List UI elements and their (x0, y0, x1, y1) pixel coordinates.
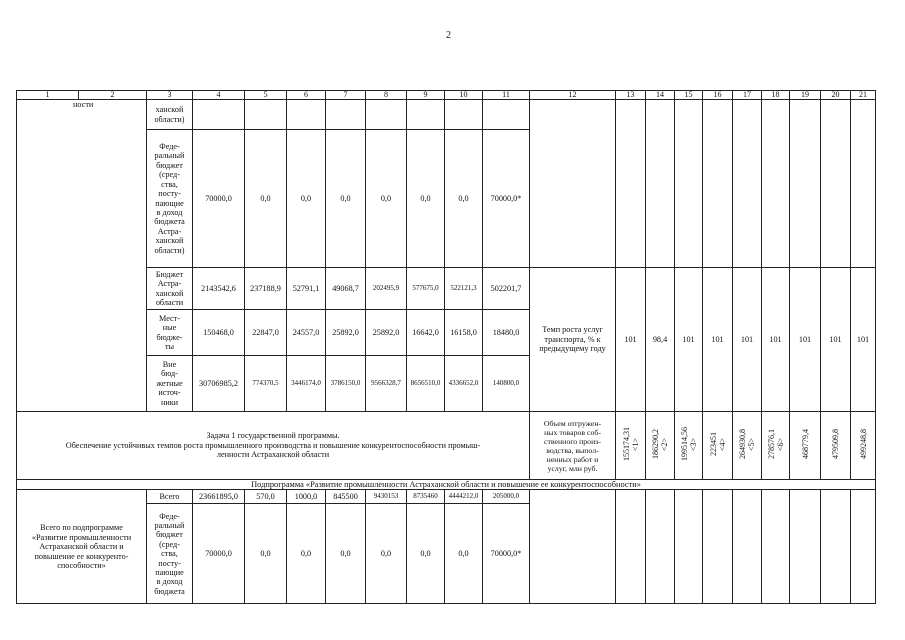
cell: 18480,0 (483, 310, 530, 356)
cell: 140800,0 (483, 356, 530, 412)
column-number-5: 5 (245, 91, 287, 100)
column-number-21: 21 (851, 91, 876, 100)
cell: 9430153 (366, 490, 407, 504)
cell: 101 (762, 268, 790, 412)
cell: 0,0 (445, 504, 483, 604)
cell: 30706985,2 (193, 356, 245, 412)
cell: 0,0 (287, 130, 326, 268)
source-offbudget: Вне бюд- жетные источ- ники (147, 356, 193, 412)
cell: 237188,9 (245, 268, 287, 310)
cell: 70000,0 (193, 504, 245, 604)
source-regional-tail: ханской области) (147, 100, 193, 130)
cell: 101 (790, 268, 821, 412)
column-number-9: 9 (407, 91, 445, 100)
source-regional: Бюджет Астра- ханской области (147, 268, 193, 310)
cell: 8656510,0 (407, 356, 445, 412)
column-number-8: 8 (366, 91, 407, 100)
task-description: Обеспечение устойчивых темпов роста промышленного производства и повышение конкурентоспособности промыш- ленности Астраханской области (65, 440, 481, 460)
cell: 570,0 (245, 490, 287, 504)
cell: 1000,0 (287, 490, 326, 504)
column-number-4: 4 (193, 91, 245, 100)
cell: 4444212,0 (445, 490, 483, 504)
column-number-11: 11 (483, 91, 530, 100)
column-number-13: 13 (616, 91, 646, 100)
source-local: Мест- ные бюдже- ты (147, 310, 193, 356)
cell: 0,0 (407, 130, 445, 268)
column-number-17: 17 (733, 91, 762, 100)
cell: 101 (675, 268, 703, 412)
cell: 2143542,6 (193, 268, 245, 310)
cell: 205000,0 (483, 490, 530, 504)
cell: 70000,0* (483, 130, 530, 268)
cell: 502201,7 (483, 268, 530, 310)
cell: 49068,7 (326, 268, 366, 310)
source-federal: Феде- ральный бюджет (сред- ства, посту- пающие в доход бюджета Астра- ханской области) (147, 130, 193, 268)
cell: 22847,0 (245, 310, 287, 356)
cell: 845500 (326, 490, 366, 504)
subprogram-total-row (17, 490, 876, 504)
column-number-15: 15 (675, 91, 703, 100)
column-number-20: 20 (821, 91, 851, 100)
column-number-18: 18 (762, 91, 790, 100)
section-label: ности (73, 100, 94, 109)
cell: 52791,1 (287, 268, 326, 310)
header-row (17, 91, 876, 100)
cell: 0,0 (326, 504, 366, 604)
task-cell (17, 412, 530, 480)
subprogram-row (17, 480, 876, 490)
column-number-6: 6 (287, 91, 326, 100)
cell: 0,0 (366, 504, 407, 604)
cell: 202495,9 (366, 268, 407, 310)
cell: 278576,1 <6> (762, 412, 790, 480)
cell: 25892,0 (326, 310, 366, 356)
indicator-goods-label: Объем отгружен- ных товаров соб- ственного произ- водства, выпол- ненных работ и услуг, млн руб. (530, 412, 616, 480)
cell: 264930,8 <5> (733, 412, 762, 480)
cell: 16158,0 (445, 310, 483, 356)
page-number: 2 (446, 30, 451, 41)
column-number-2: 2 (79, 91, 147, 100)
indicator-transport-label: Темп роста услуг транспорта, % к предыдущему году (530, 268, 616, 412)
cell: 3786150,0 (326, 356, 366, 412)
source-total: Всего (147, 490, 193, 504)
task-title: Задача 1 государственной программы. (206, 431, 340, 441)
cell: 522121,3 (445, 268, 483, 310)
column-number-10: 10 (445, 91, 483, 100)
cell: 101 (851, 268, 876, 412)
cell: 101 (616, 268, 646, 412)
column-number-12: 12 (530, 91, 616, 100)
cell: 4336652,0 (445, 356, 483, 412)
column-number-3: 3 (147, 91, 193, 100)
subprogram-title: Подпрограмма «Развитие промышленности Астраханской области и повышение ее конкурентоспособности» (17, 480, 876, 490)
column-number-19: 19 (790, 91, 821, 100)
cell: 70000,0 (193, 130, 245, 268)
cell: 774370,5 (245, 356, 287, 412)
cell: 479509,8 (821, 412, 851, 480)
cell: 0,0 (326, 130, 366, 268)
indicator-empty (530, 100, 616, 268)
cell: 499248,8 (851, 412, 876, 480)
cell: 199514,56 <3> (675, 412, 703, 480)
cell: 0,0 (245, 130, 287, 268)
cell: 186290,2 <2> (646, 412, 675, 480)
cell: 0,0 (445, 130, 483, 268)
cell: 23661895,0 (193, 490, 245, 504)
table-row (17, 100, 876, 130)
source-federal-short: Феде- ральный бюджет (сред- ства, посту- пающие в доход бюджета (147, 504, 193, 604)
section-label-cell (17, 100, 147, 412)
column-number-16: 16 (703, 91, 733, 100)
cell: 8735460 (407, 490, 445, 504)
cell: 101 (733, 268, 762, 412)
subprogram-total-label: Всего по подпрограмме «Развитие промышленности Астраханской области и повышение ее конкуренто- способности» (17, 490, 147, 604)
cell: 101 (703, 268, 733, 412)
cell: 101 (821, 268, 851, 412)
cell: 0,0 (287, 504, 326, 604)
cell: 0,0 (407, 504, 445, 604)
cell: 577675,0 (407, 268, 445, 310)
cell: 9566328,7 (366, 356, 407, 412)
cell: 468779,4 (790, 412, 821, 480)
column-number-14: 14 (646, 91, 675, 100)
cell: 155174,31 <1> (616, 412, 646, 480)
cell: 3446174,0 (287, 356, 326, 412)
cell: 16642,0 (407, 310, 445, 356)
cell: 24557,0 (287, 310, 326, 356)
cell: 150468,0 (193, 310, 245, 356)
column-number-7: 7 (326, 91, 366, 100)
cell: 223451 <4> (703, 412, 733, 480)
task-row (17, 412, 876, 480)
column-number-1: 1 (17, 91, 79, 100)
cell: 98,4 (646, 268, 675, 412)
cell: 25892,0 (366, 310, 407, 356)
cell: 0,0 (245, 504, 287, 604)
cell: 0,0 (366, 130, 407, 268)
cell: 70000,0* (483, 504, 530, 604)
budget-table (16, 90, 876, 604)
